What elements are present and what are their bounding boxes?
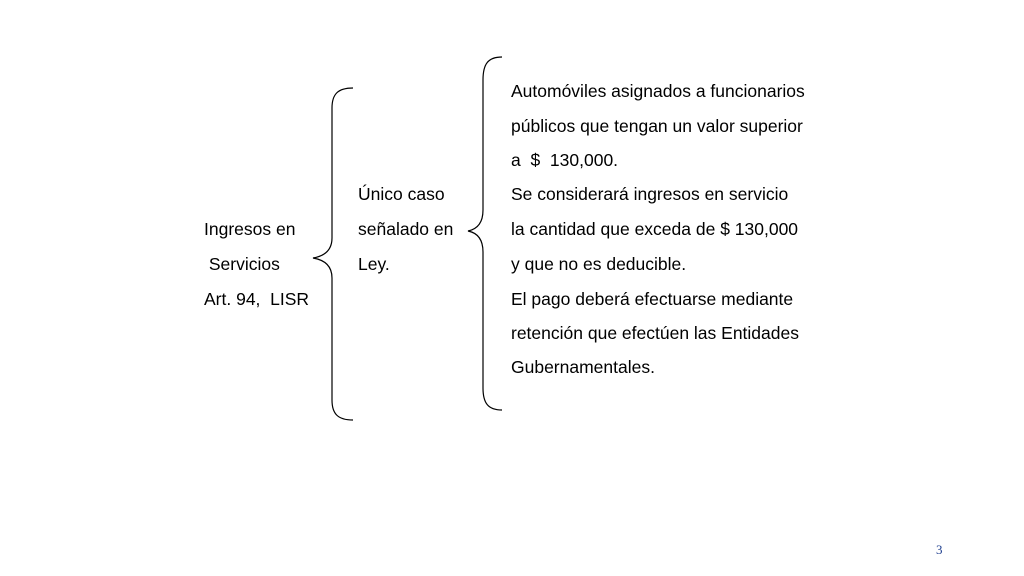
left-column-line: Servicios [204,254,280,274]
right-column-line: Gubernamentales. [511,357,655,377]
right-column-line: la cantidad que exceda de $ 130,000 [511,219,799,239]
middle-column-line: Único caso [358,184,445,204]
right-column-line: a $ 130,000. [511,150,619,170]
left-column-line: Art. 94, LISR [204,289,310,309]
right-column-line: retención que efectúen las Entidades [511,323,799,343]
right-column-line: Se considerará ingresos en servicio [511,184,789,204]
left-column-line: Ingresos en [204,219,296,239]
right-column-line: públicos que tengan un valor superior [511,116,803,136]
middle-column-line: Ley. [358,254,390,274]
right-column-line: El pago deberá efectuarse mediante [511,289,794,309]
middle-column-line: señalado en [358,219,454,239]
left-curly-brace [313,88,353,420]
page-number: 3 [936,542,943,557]
right-column-line: y que no es deducible. [511,254,687,274]
right-column-line: Automóviles asignados a funcionarios [511,81,805,101]
right-curly-brace [468,57,502,410]
